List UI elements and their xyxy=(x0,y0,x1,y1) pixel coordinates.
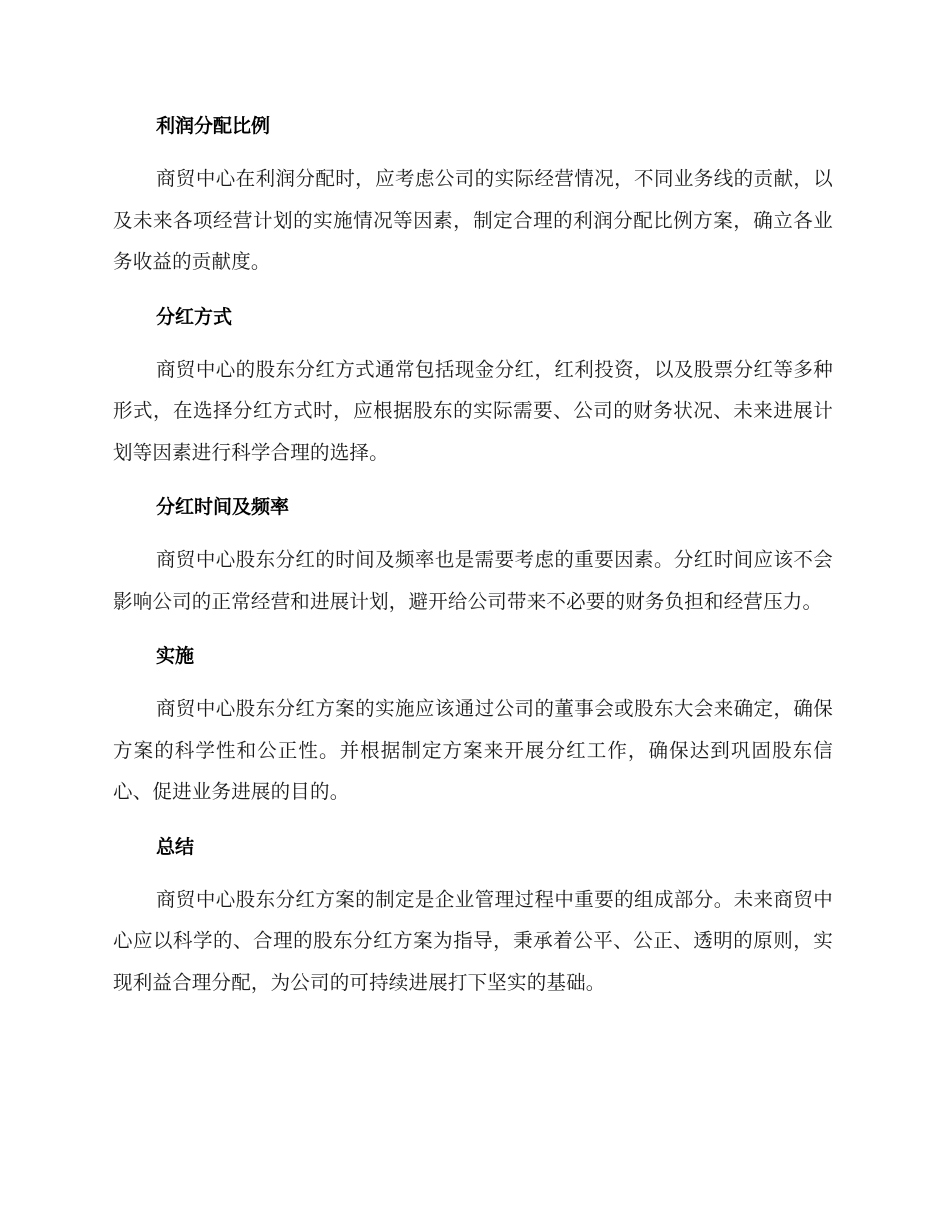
section-heading-profit-ratio: 利润分配比例 xyxy=(156,115,271,137)
section-paragraph-summary: 商贸中心股东分红方案的制定是企业管理过程中重要的组成部分。未来商贸中心应以科学的、合理的股东分红方案为指导，秉承着公平、公正、透明的原则，实现利益合理分配，为公司的可持续进展打下坚实的基础。 xyxy=(113,887,833,994)
section-paragraph-dividend-timing: 商贸中心股东分红的时间及频率也是需要考虑的重要因素。分红时间应该不会影响公司的正常经营和进展计划，避开给公司带来不必要的财务负担和经营压力。 xyxy=(113,548,833,613)
section-paragraph-implementation: 商贸中心股东分红方案的实施应该通过公司的董事会或股东大会来确定，确保方案的科学性和公正性。并根据制定方案来开展分红工作，确保达到巩固股东信心、促进业务进展的目的。 xyxy=(113,697,833,803)
section-heading-dividend-timing: 分红时间及频率 xyxy=(156,496,290,518)
section-heading-summary: 总结 xyxy=(156,835,195,858)
section-heading-dividend-method: 分红方式 xyxy=(156,305,233,328)
section-paragraph-profit-ratio: 商贸中心在利润分配时，应考虑公司的实际经营情况，不同业务线的贡献，以及未来各项经营计划的实施情况等因素，制定合理的利润分配比例方案，确立各业务收益的贡献度。 xyxy=(113,167,833,273)
document-body xyxy=(113,107,833,1018)
section-paragraph-dividend-method: 商贸中心的股东分红方式通常包括现金分红，红利投资，以及股票分红等多种形式，在选择分红方式时，应根据股东的实际需要、公司的财务状况、未来进展计划等因素进行科学合理的选择。 xyxy=(113,357,833,464)
section-heading-implementation: 实施 xyxy=(156,645,195,667)
